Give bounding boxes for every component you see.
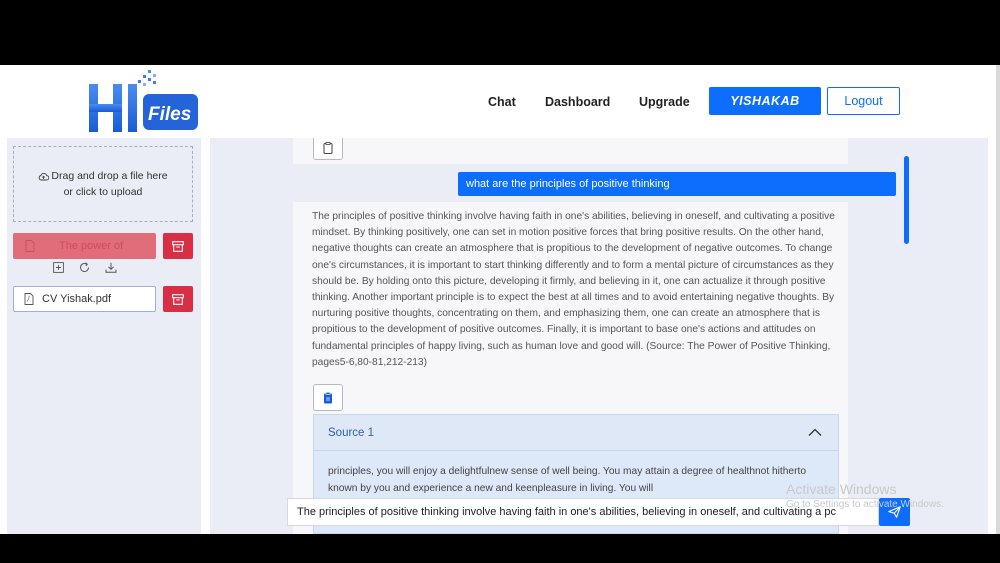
nav-chat[interactable]: Chat	[488, 95, 516, 109]
svg-text:Files: Files	[148, 104, 192, 125]
nav-upgrade[interactable]: Upgrade	[639, 95, 690, 109]
chevron-up-icon[interactable]	[808, 428, 822, 437]
chat-panel	[210, 138, 988, 534]
page-scrollbar[interactable]	[996, 65, 1000, 534]
copy-answer-button[interactable]	[313, 384, 343, 411]
chat-input[interactable]: The principles of positive thinking involve having faith in one's abilities, believing in oneself, and cultivating a pc	[287, 498, 879, 526]
previous-answer-card	[293, 138, 848, 164]
copy-button[interactable]	[313, 138, 343, 160]
chat-scrollbar[interactable]	[904, 156, 909, 244]
logo[interactable]	[86, 67, 204, 135]
file-name: The power of	[59, 240, 124, 252]
refresh-icon[interactable]	[79, 262, 90, 273]
delete-file-button[interactable]	[163, 233, 193, 259]
file-actions	[53, 262, 117, 273]
user-message: what are the principles of positive thinking	[458, 172, 896, 196]
pdf-file-icon	[25, 240, 35, 252]
archive-icon	[172, 294, 184, 305]
file-item-selected[interactable]	[13, 233, 156, 259]
file-name: CV Yishak.pdf	[42, 293, 112, 305]
source-title: Source 1	[328, 426, 375, 439]
hi-files-logo-icon	[86, 67, 204, 135]
upload-text-line2: or click to upload	[63, 186, 143, 198]
source-text: principles, you will enjoy a delightfulnew sense of well being. You may attain a degree of healthnot hitherto known by you and experience a new and keenpleasure in living. You will	[328, 466, 806, 494]
nav-dashboard[interactable]: Dashboard	[545, 95, 611, 109]
clipboard-icon	[323, 142, 333, 154]
delete-file-button[interactable]	[163, 286, 193, 312]
upload-dropzone[interactable]	[13, 146, 193, 222]
cloud-upload-icon	[38, 172, 49, 181]
logout-button[interactable]: Logout	[827, 87, 900, 115]
windows-watermark-subtitle: Go to Settings to activate Windows.	[786, 499, 944, 510]
app-window	[0, 65, 1000, 534]
sidebar	[7, 138, 201, 534]
pdf-file-icon	[24, 293, 34, 305]
header	[0, 65, 996, 138]
windows-watermark-title: Activate Windows	[786, 481, 897, 497]
clipboard-icon	[323, 392, 333, 404]
file-item[interactable]	[13, 286, 156, 312]
add-icon[interactable]	[53, 262, 64, 273]
user-button[interactable]: YISHAKAB	[709, 87, 821, 115]
upload-text-line1: Drag and drop a file here	[51, 170, 168, 182]
source-header[interactable]	[314, 415, 838, 451]
answer-text: The principles of positive thinking involve having faith in one's abilities, believing in oneself, and cultivating a positive mindset. By thinking positively, one can set in motion positive forces that bring positive results. On the other hand, negative thoughts can create an atmosphere that is propitious to the development of negative outcomes. To change one's circumstances, it is important to start thinking differently and to form a mental picture of circumstances as they should be. By holding onto this picture, developing it firmly, and believing in it, one can actualize it through positive thinking. Another important principle is to expect the best at all times and to avoid entertaining negative thoughts. By nurturing positive thoughts, concentrating on them, and emphasizing them, one can create an atmosphere that is propitious to the development of positive outcomes. Finally, it is important to base one's actions and attitudes on fundamental principles of happy living, such as human love and good will. (Source: The Power of Positive Thinking, pages5-6,80-81,212-213)	[312, 211, 835, 368]
archive-icon	[172, 241, 184, 252]
download-icon[interactable]	[105, 262, 117, 273]
